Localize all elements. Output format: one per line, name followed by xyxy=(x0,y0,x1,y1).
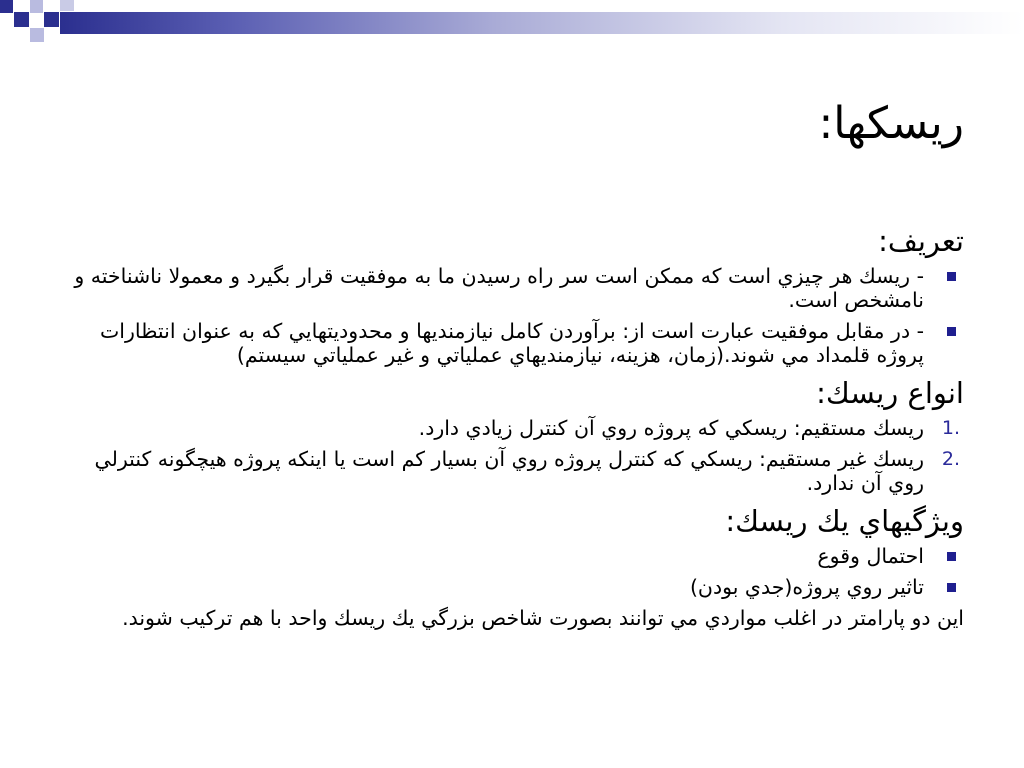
features-item xyxy=(60,575,964,599)
decor-square xyxy=(30,0,43,13)
header-gradient-bar xyxy=(60,12,1024,34)
features-item xyxy=(60,544,964,568)
features-item-text: تاثير روي پروژه(جدي بودن) xyxy=(689,575,924,599)
definition-item xyxy=(60,264,964,312)
decor-square xyxy=(14,12,29,27)
square-bullet-icon xyxy=(947,327,956,336)
header-decoration xyxy=(0,0,1024,46)
definition-item-text: - در مقابل موفقيت عبارت است از: برآوردن كامل نيازمنديها و محدوديتهايي كه به عنوان انتظارات پروژه قلمداد مي شوند.(زمان، هزينه، نيازمنديهاي عملياتي و غير عملياتي سيستم) xyxy=(99,319,924,367)
features-item-text: احتمال وقوع xyxy=(817,544,924,568)
square-bullet-icon xyxy=(947,272,956,281)
types-item-text: ريسك غير مستقيم: ريسكي كه كنترل پروژه روي آن بسيار كم است يا اينكه پروژه هيچگونه كنترلي روي آن ندارد. xyxy=(94,447,924,495)
decor-square xyxy=(44,12,59,27)
square-bullet-icon xyxy=(947,583,956,592)
definition-item xyxy=(60,319,964,367)
types-item xyxy=(60,416,964,440)
closing-paragraph: اين دو پارامتر در اغلب مواردي مي توانند بصورت شاخص بزرگي يك ريسك واحد با هم تركيب شوند. xyxy=(122,606,964,630)
definition-item-text: - ريسك هر چيزي است كه ممكن است سر راه رسيدن ما به موفقيت قرار بگيرد و معمولا ناشناخته و نامشخص است. xyxy=(74,264,924,312)
definition-heading: تعريف: xyxy=(878,224,964,258)
list-number: 1. xyxy=(941,417,960,439)
decor-square xyxy=(0,0,13,13)
list-number: 2. xyxy=(941,448,960,470)
decor-square xyxy=(60,0,74,11)
square-bullet-icon xyxy=(947,552,956,561)
slide-title: ريسكها: xyxy=(818,98,964,149)
slide-content xyxy=(60,222,964,630)
features-heading: ويژگيهاي يك ريسك: xyxy=(725,504,964,538)
decor-square xyxy=(30,28,44,42)
types-item-text: ريسك مستقيم: ريسكي كه پروژه روي آن كنترل زيادي دارد. xyxy=(418,416,924,440)
types-item xyxy=(60,447,964,495)
types-heading: انواع ريسك: xyxy=(816,376,964,410)
